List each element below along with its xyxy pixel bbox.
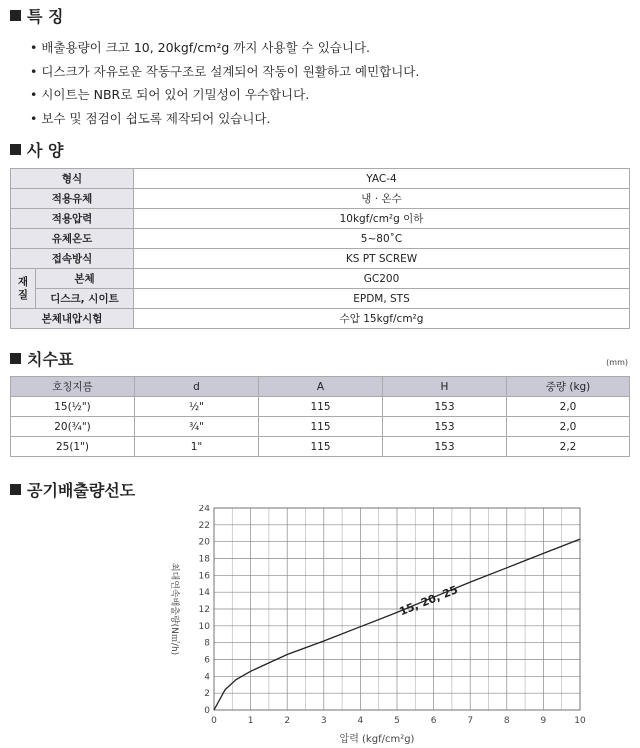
- material-group-label: 재질: [11, 269, 36, 309]
- spec-label: 적용유체: [11, 189, 134, 209]
- column-header: 중량 (kg): [507, 377, 630, 397]
- x-tick-label: 4: [357, 716, 364, 726]
- y-tick-label: 20: [198, 537, 210, 548]
- x-tick-label: 3: [320, 716, 327, 726]
- table-cell: 1": [135, 437, 259, 457]
- feature-item: • 보수 및 점검이 쉽도록 제작되어 있습니다.: [30, 107, 419, 131]
- table-row: [11, 169, 630, 189]
- table-row: [11, 269, 630, 289]
- table-cell: 25(1"): [11, 437, 135, 457]
- dimensions-title: 치수표: [10, 347, 73, 370]
- y-tick-label: 2: [204, 689, 210, 700]
- y-axis-label: 최대연속배출량(N㎥/h): [169, 562, 179, 656]
- y-tick-label: 24: [198, 505, 210, 514]
- spec-label: 적용압력: [11, 209, 134, 229]
- spec-label: 본체내압시험: [11, 309, 134, 329]
- features-list: [30, 36, 419, 130]
- table-cell: 15(½"): [11, 397, 135, 417]
- table-row: [11, 189, 630, 209]
- x-tick-label: 10: [574, 716, 586, 726]
- column-header: 호칭지름: [11, 377, 135, 397]
- x-tick-label: 5: [394, 716, 400, 726]
- feature-item: • 디스크가 자유로운 작동구조로 설계되어 작동이 원활하고 예민합니다.: [30, 60, 419, 84]
- y-tick-label: 8: [204, 638, 210, 649]
- spec-value: 10kgf/cm²g 이하: [134, 209, 630, 229]
- y-tick-label: 4: [204, 672, 210, 683]
- spec-value: KS PT SCREW: [134, 249, 630, 269]
- column-header: H: [383, 377, 507, 397]
- spec-value: 수압 15kgf/cm²g: [134, 309, 630, 329]
- y-tick-label: 16: [198, 571, 210, 582]
- table-cell: 153: [383, 437, 507, 457]
- table-cell: 153: [383, 417, 507, 437]
- y-tick-label: 10: [198, 621, 210, 632]
- features-title: 특 징: [10, 4, 63, 27]
- table-row: [11, 209, 630, 229]
- chart-grid: [214, 508, 580, 710]
- y-tick-label: 12: [198, 605, 210, 615]
- table-row: [11, 289, 630, 309]
- y-tick-label: 22: [198, 520, 210, 531]
- y-tick-label: 6: [204, 655, 210, 666]
- table-row: [11, 417, 630, 437]
- table-cell: 2,0: [507, 417, 630, 437]
- y-tick-labels: [199, 505, 211, 716]
- spec-label: 디스크, 시이트: [36, 289, 134, 309]
- feature-item: • 시이트는 NBR로 되어 있어 기밀성이 우수합니다.: [30, 83, 419, 107]
- table-cell: 153: [383, 397, 507, 417]
- x-tick-label: 8: [503, 716, 510, 726]
- spec-table: [10, 168, 630, 329]
- spec-value: 냉 · 온수: [134, 189, 630, 209]
- y-tick-label: 14: [198, 588, 210, 599]
- x-tick-labels: [211, 716, 586, 726]
- table-cell: ½": [135, 397, 259, 417]
- square-bullet-icon: [10, 353, 21, 364]
- column-header: d: [135, 377, 259, 397]
- spec-value: YAC-4: [134, 169, 630, 189]
- spec-label: 본체: [36, 269, 134, 289]
- feature-item: • 배출용량이 크고 10, 20kgf/cm²g 까지 사용할 수 있습니다.: [30, 36, 419, 60]
- spec-title: 사 양: [10, 138, 63, 161]
- table-row: [11, 249, 630, 269]
- square-bullet-icon: [10, 144, 21, 155]
- graph-title: 공기배출량선도: [10, 478, 135, 501]
- spec-label: 접속방식: [11, 249, 134, 269]
- column-header: A: [259, 377, 383, 397]
- dimensions-table: [10, 376, 630, 457]
- x-tick-label: 1: [247, 716, 254, 726]
- table-cell: 2,2: [507, 437, 630, 457]
- spec-value: GC200: [134, 269, 630, 289]
- table-row: [11, 309, 630, 329]
- spec-value: 5~80˚C: [134, 229, 630, 249]
- spec-label: 형식: [11, 169, 134, 189]
- y-tick-label: 0: [204, 706, 210, 716]
- table-row: [11, 397, 630, 417]
- table-cell: 115: [259, 397, 383, 417]
- air-discharge-chart: [0, 505, 640, 745]
- x-tick-label: 9: [540, 716, 547, 726]
- x-tick-label: 6: [430, 716, 437, 726]
- series-label: 15, 20, 25: [397, 583, 460, 619]
- table-cell: 20(¾"): [11, 417, 135, 437]
- table-cell: 2,0: [507, 397, 630, 417]
- table-row: [11, 229, 630, 249]
- table-cell: 115: [259, 417, 383, 437]
- x-tick-label: 2: [284, 716, 291, 726]
- x-tick-label: 7: [467, 716, 474, 726]
- square-bullet-icon: [10, 484, 21, 495]
- table-cell: ¾": [135, 417, 259, 437]
- unit-label: (mm): [606, 358, 628, 367]
- spec-label: 유체온도: [11, 229, 134, 249]
- x-axis-label: 압력 (kgf/cm²g): [339, 734, 415, 745]
- table-row: [11, 437, 630, 457]
- spec-value: EPDM, STS: [134, 289, 630, 309]
- table-cell: 115: [259, 437, 383, 457]
- y-tick-label: 18: [198, 554, 210, 565]
- table-header-row: [11, 377, 630, 397]
- x-tick-label: 0: [211, 716, 217, 726]
- square-bullet-icon: [10, 10, 21, 21]
